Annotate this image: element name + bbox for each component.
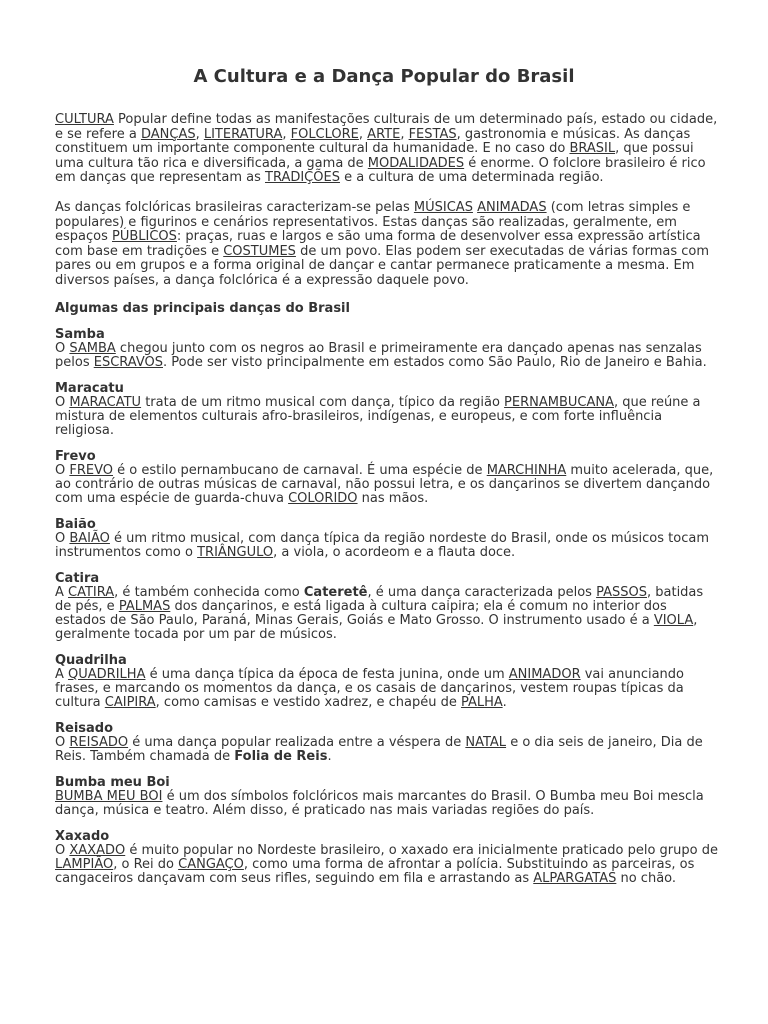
text-run: e a cultura de uma determinada região. (339, 170, 604, 186)
keyword-link[interactable]: PALHA (461, 695, 503, 711)
text-run: é um dos símbolos folclóricos mais marcantes do Brasil. O Bumba meu Boi mescla dança, música e teatro. Além disso, é praticado nas mais variadas regiões do país. (55, 789, 704, 819)
intro-paragraph (55, 113, 721, 186)
keyword-link[interactable]: PÚBLICOS (112, 229, 177, 245)
dance-name: Catira (55, 571, 100, 587)
section-heading: Algumas das principais danças do Brasil (55, 300, 350, 316)
text-run: , como uma forma de afrontar a polícia. Substituindo as parceiras, os cangaceiros dançavam com seus rifles, seguindo em fila e arrastando as (55, 857, 695, 887)
keyword-link[interactable]: NATAL (465, 735, 507, 751)
keyword-link[interactable]: ANIMADAS (477, 199, 547, 215)
keyword-link[interactable]: SAMBA (69, 341, 116, 357)
keyword-link[interactable]: PASSOS (596, 585, 647, 601)
folk-dances-paragraph (55, 201, 721, 289)
text-run: , que possui uma cultura tão rica e diversificada, a gama de (55, 141, 694, 171)
keyword-link[interactable]: FREVO (69, 463, 113, 479)
dance-section (55, 518, 721, 560)
keyword-link[interactable]: XAXADO (69, 843, 126, 859)
text-run: . (502, 695, 507, 711)
dance-section (55, 722, 721, 764)
dance-description (55, 464, 721, 506)
text-run: . Pode ser visto principalmente em estados como São Paulo, Rio de Janeiro e Bahia. (163, 355, 707, 371)
text-run: , como camisas e vestido xadrez, e chapéu de (155, 695, 462, 711)
dance-section (55, 328, 721, 370)
text-run: A (55, 667, 69, 683)
keyword-link[interactable]: MÚSICAS (413, 199, 473, 215)
keyword-link[interactable]: DANÇAS (140, 126, 196, 142)
keyword-link[interactable]: QUADRILHA (68, 667, 146, 683)
text-run: vai anunciando frases, e marcando os momentos da dança, e os casais de dançarinos, vestem roupas típicas da cultura (55, 667, 684, 711)
keyword-link[interactable]: BUMBA MEU BOI (55, 789, 163, 805)
text-run: As danças folclóricas brasileiras caracterizam-se pelas (55, 199, 414, 215)
text-run: , (282, 126, 291, 142)
text-run: , (358, 126, 368, 142)
keyword-link[interactable]: CANGAÇO (178, 857, 244, 873)
keyword-link[interactable]: MARACATU (69, 395, 142, 411)
dance-section (55, 572, 721, 642)
text-run: , (195, 126, 204, 142)
keyword-link[interactable]: FOLCLORE (290, 126, 359, 142)
keyword-link[interactable]: BAIÃO (69, 531, 110, 547)
text-run: O (55, 341, 70, 357)
keyword-link[interactable]: FESTAS (408, 126, 457, 142)
text-run: , é uma dança caracterizada pelos (367, 585, 597, 601)
text-run: é uma dança típica da época de festa junina, onde um (145, 667, 509, 683)
dance-description (55, 396, 721, 438)
keyword-link[interactable]: REISADO (69, 735, 129, 751)
dance-section (55, 830, 721, 886)
dance-description (55, 790, 721, 818)
keyword-link[interactable]: MODALIDADES (367, 155, 465, 171)
text-run: , batidas de pés, e (55, 585, 704, 615)
text-run: no chão. (616, 871, 677, 887)
text-run: , que reúne a mistura de elementos culturais afro-brasileiros, indígenas, e europeus, e com forte influência religiosa. (55, 395, 701, 439)
dance-name: Maracatu (55, 381, 124, 397)
text-run: , é também conhecida como (114, 585, 304, 601)
text-run: nas mãos. (357, 491, 429, 507)
text-run: trata de um ritmo musical com dança, típico da região (141, 395, 505, 411)
text-run: é uma dança popular realizada entre a véspera de (128, 735, 466, 751)
bold-term: Folia de Reis (234, 749, 328, 765)
dance-section (55, 450, 721, 506)
keyword-link[interactable]: COSTUMES (223, 243, 296, 259)
dance-description (55, 736, 721, 764)
keyword-link[interactable]: TRIÂNGULO (197, 545, 274, 561)
keyword-link[interactable]: PALMAS (118, 599, 171, 615)
text-run: é enorme. O folclore brasileiro é rico em danças que representam as (55, 155, 706, 186)
dance-name: Reisado (55, 721, 114, 737)
text-run: O (55, 843, 70, 859)
text-run: , geralmente tocada por um par de músicos. (55, 613, 698, 643)
dance-name: Frevo (55, 449, 96, 465)
text-run: é um ritmo musical, com dança típica da região nordeste do Brasil, onde os músicos tocam instrumentos como o (55, 531, 709, 561)
keyword-link[interactable]: VIOLA (653, 613, 694, 629)
keyword-link[interactable]: COLORIDO (288, 491, 358, 507)
page-title: A Cultura e a Dança Popular do Brasil (193, 66, 575, 87)
text-run: (com letras simples e populares) e figurinos e cenários representativos. Estas danças são realizadas, geralmente, em espaços (55, 199, 691, 245)
dance-section (55, 776, 721, 818)
dance-sections (55, 328, 721, 886)
dance-name: Bumba meu Boi (55, 775, 170, 791)
keyword-link[interactable]: TRADIÇÕES (265, 170, 340, 186)
text-run: Popular define todas as manifestações culturais de um determinado país, estado ou cidade, e se refere a (55, 112, 718, 142)
dance-description (55, 586, 721, 642)
bold-term: Cateretê (303, 585, 368, 601)
text-run: O (55, 735, 70, 751)
dance-description (55, 532, 721, 560)
keyword-link[interactable]: CAIPIRA (104, 695, 156, 711)
text-run: , o Rei do (113, 857, 179, 873)
dance-name: Samba (55, 327, 105, 343)
keyword-link[interactable]: BRASIL (569, 141, 616, 157)
text-run: : praças, ruas e largos e são uma forma de desenvolver essa expressão artística com base em tradições e (55, 229, 701, 259)
text-run: dos dançarinos, e está ligada à cultura caipira; ela é comum no interior dos estados de São Paulo, Paraná, Minas Gerais, Goiás e Mato Grosso. O instrumento usado é a (55, 599, 667, 629)
text-run: , (400, 126, 409, 142)
text-run: , gastronomia e músicas. As danças constituem um importante componente cultural da humanidade. E no caso do (55, 126, 691, 157)
text-run: e o dia seis de janeiro, Dia de Reis. Também chamada de (55, 735, 703, 765)
dance-section (55, 654, 721, 710)
dance-section (55, 382, 721, 438)
keyword-link[interactable]: ANIMADOR (508, 667, 581, 683)
keyword-link[interactable]: LAMPIÃO (55, 857, 114, 873)
keyword-link[interactable]: ESCRAVOS (93, 355, 163, 371)
text-run: , a viola, o acordeom e a flauta doce. (273, 545, 516, 561)
text-run: é muito popular no Nordeste brasileiro, o xaxado era inicialmente praticado pelo grupo de (125, 843, 718, 859)
text-run: O (55, 531, 70, 547)
keyword-link[interactable]: CATIRA (68, 585, 115, 601)
keyword-link[interactable]: ARTE (367, 126, 401, 142)
text-run: . (327, 749, 332, 765)
dance-name: Quadrilha (55, 653, 127, 669)
text-run: O (55, 395, 70, 411)
dance-description (55, 342, 721, 370)
keyword-link[interactable]: PERNAMBUCANA (504, 395, 614, 411)
keyword-link[interactable]: ALPARGATAS (533, 871, 617, 887)
text-run: muito acelerada, que, ao contrário de outras músicas de carnaval, não possui letra, e os dançarinos se divertem dançando com uma espécie de guarda-chuva (55, 463, 714, 507)
dance-description (55, 668, 721, 710)
text-run: chegou junto com os negros ao Brasil e primeiramente era dançado apenas nas senzalas pelos (55, 341, 702, 371)
dance-name: Baião (55, 517, 96, 533)
dance-description (55, 844, 721, 886)
keyword-link[interactable]: LITERATURA (203, 126, 283, 142)
text-run: O (55, 463, 70, 479)
document-page (55, 0, 721, 886)
dance-name: Xaxado (55, 829, 110, 845)
text-run: A (55, 585, 69, 601)
text-run: é o estilo pernambucano de carnaval. É uma espécie de (113, 463, 487, 479)
text-run: de um povo. Elas podem ser executadas de várias formas com pares ou em grupos e a forma original de dançar e cantar permanece praticamente a mesma. Em diversos países, a dança folclórica é a expressão daquele povo. (55, 243, 710, 288)
keyword-link[interactable]: CULTURA (55, 112, 114, 127)
keyword-link[interactable]: MARCHINHA (486, 463, 567, 479)
